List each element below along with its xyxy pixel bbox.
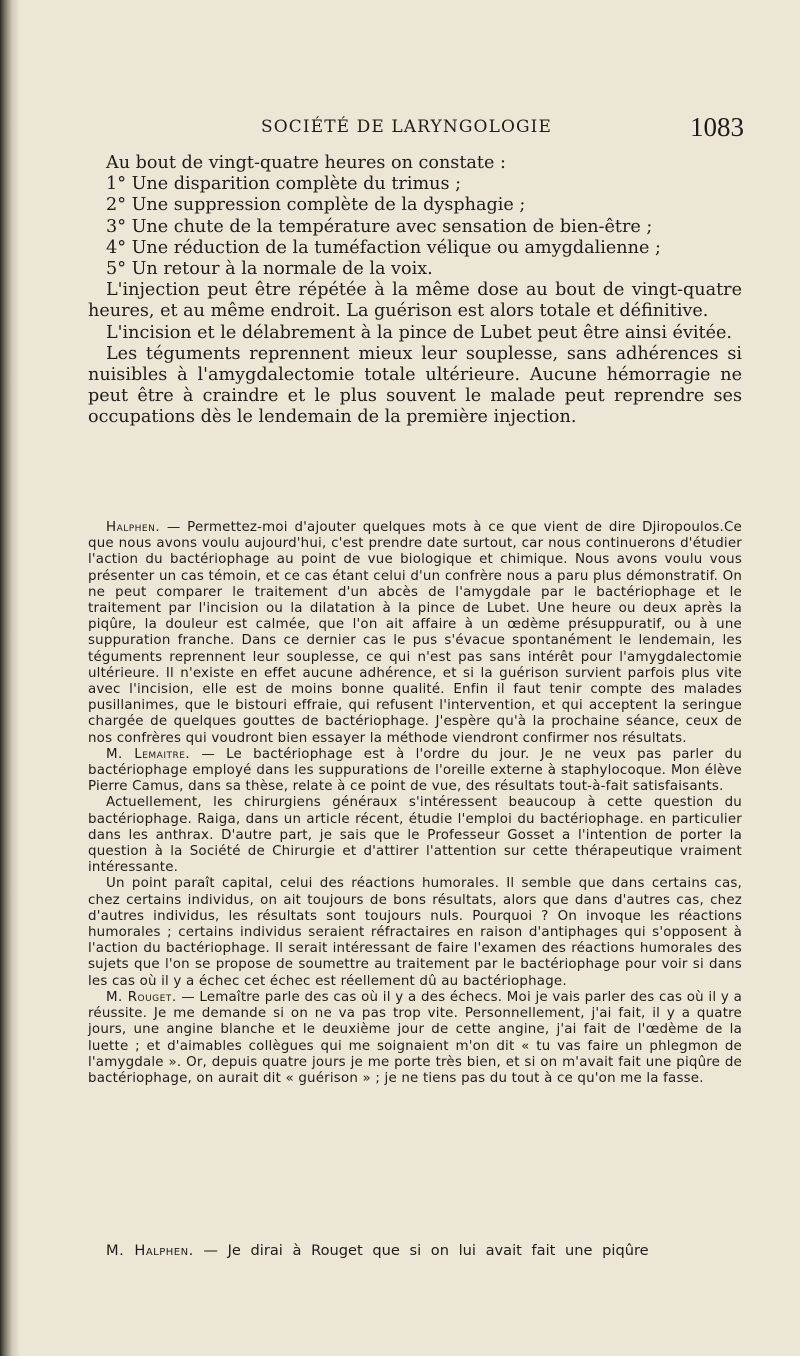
speaker-name: M. Lemaitre. [106, 746, 191, 762]
main-text [88, 153, 742, 429]
speech-text: — Lemaître parle des cas où il y a des échecs. Moi je vais parler des cas où il y a réussite. Je me demande si on ne va pas trop vite. Personnellement, j'ai fait, il y a quatre jours, une angine blanche et le deuxième jour de cette angine, j'ai fait de l'œdème de la luette ; et d'aimables collègues qui me soignaient m'on dit « tu vas faire un phlegmon de l'amygdale ». Or, depuis quatre jours je me porte très bien, et si on m'avait fait une piqûre de bactériophage, on aurait dit « guérison » ; je ne tiens pas du tout à ce qu'on me la fasse. [88, 989, 742, 1086]
speech-text: Un point paraît capital, celui des réactions humorales. Il semble que dans certains cas, chez certains individus, on ait toujours de bons résultats, alors que dans d'autres cas, chez d'autres individus, les résultats sont toujours nuls. Pourquoi ? On invoque les réactions humorales ; certains individus seraient réfractaires en raison d'antiphages qui s'opposent à l'action du bactériophage. Il serait intéressant de faire l'examen des réactions humorales des sujets que l'on se propose de soumettre au traitement par le bactériophage pour voir si dans les cas où il y a échec cet échec est réellement dû au bactériophage. [88, 876, 742, 989]
discussion-paragraph [88, 990, 742, 1087]
speech-text: — Je dirai à Rouget que si on lui avait fait une piqûre [193, 1242, 649, 1259]
page-header [88, 112, 744, 146]
page-number: 1083 [690, 112, 744, 142]
speaker-name: M. Rouget. [106, 989, 177, 1005]
discussion-paragraph [88, 520, 742, 747]
discussion-paragraph [88, 876, 742, 989]
list-item: 2° Une suppression complète de la dysphagie ; [106, 195, 526, 216]
discussion-section [88, 520, 742, 1087]
speech-text: Actuellement, les chirurgiens généraux s'intéressent beaucoup à cette question du bactériophage. Raiga, dans un article récent, étudie l'emploi du bactériophage. en particulier dans les anthrax. D'autre part, je sais que le Professeur Gosset a l'intention de porter la question à la Société de Chirurgie et d'attirer l'attention sur cette thérapeutique vraiment intéressante. [88, 795, 742, 876]
speech-text: — Permettez-moi d'ajouter quelques mots à ce que vient de dire Djiropoulos.Ce que nous avons voulu aujourd'hui, c'est prendre date surtout, car nous continuerons d'étudier l'action du bactériophage au point de vue biologique et chimique. Nous avons voulu vous présenter un cas témoin, et ce cas étant celui d'un confrère nous a paru plus démonstratif. On ne peut comparer le traitement d'un abcès de l'amygdale par le bactériophage et le traitement par l'incision ou la dilatation à la pince de Lubet. Une heure ou deux après la piqûre, la douleur est calmée, que l'on ait affaire à un œdème présuppuratif, ou à une suppuration franche. Dans ce dernier cas le pus s'évacue spontanément le lendemain, les téguments reprennent leur souplesse, ce qui n'est pas sans intérêt pour l'amygdalectomie ultérieure. Il n'existe en effet aucune adhérence, et si la guérison survient parfois plus vite avec l'incision, elle est de moins bonne qualité. Enfin il faut tenir compte des malades pusillanimes, que le bistouri effraie, qui refusent l'intervention, et qui acceptent la seringue chargée de quelques gouttes de bactériophage. J'espère qu'à la prochaine séance, ceux de nos confrères qui voudront bien essayer la méthode viendront confirmer nos résultats. [88, 520, 742, 746]
list-item: 4° Une réduction de la tuméfaction vélique ou amygdalienne ; [106, 237, 661, 258]
speaker-name: M. Halphen. [106, 1242, 194, 1259]
intro-paragraph: Au bout de vingt-quatre heures on constate : [106, 153, 506, 173]
paragraph: L'incision et le délabrement à la pince de Lubet peut être ainsi évitée. [106, 322, 733, 343]
speaker-name: Halphen. [106, 520, 161, 535]
discussion-paragraph [88, 747, 742, 796]
speech-text: — Le bactériophage est à l'ordre du jour. Je ne veux pas parler du bactériophage employé dans les suppurations de l'oreille externe à staphylocoque. Mon élève Pierre Camus, dans sa thèse, relate à ce point de vue, des résultats tout-à-fait satisfaisants. [88, 746, 742, 795]
list-item: 5° Un retour à la normale de la voix. [106, 259, 433, 280]
list-item: 3° Une chute de la température avec sensation de bien-être ; [106, 216, 653, 237]
list-item: 1° Une disparition complète du trimus ; [106, 174, 462, 195]
running-title: SOCIÉTÉ DE LARYNGOLOGIE [261, 117, 552, 137]
last-line [88, 1242, 742, 1260]
paragraph: Les téguments reprennent mieux leur souplesse, sans adhérences si nuisibles à l'amygdalectomie totale ultérieure. Aucune hémorragie ne peut être à craindre et le plus souvent le malade peut reprendre ses occupations dès le lendemain de la première injection. [88, 343, 742, 428]
discussion-paragraph [88, 795, 742, 876]
paragraph: L'injection peut être répétée à la même dose au bout de vingt-quatre heures, et au même endroit. La guérison est alors totale et définitive. [88, 280, 742, 322]
binding-shadow [0, 0, 20, 1356]
